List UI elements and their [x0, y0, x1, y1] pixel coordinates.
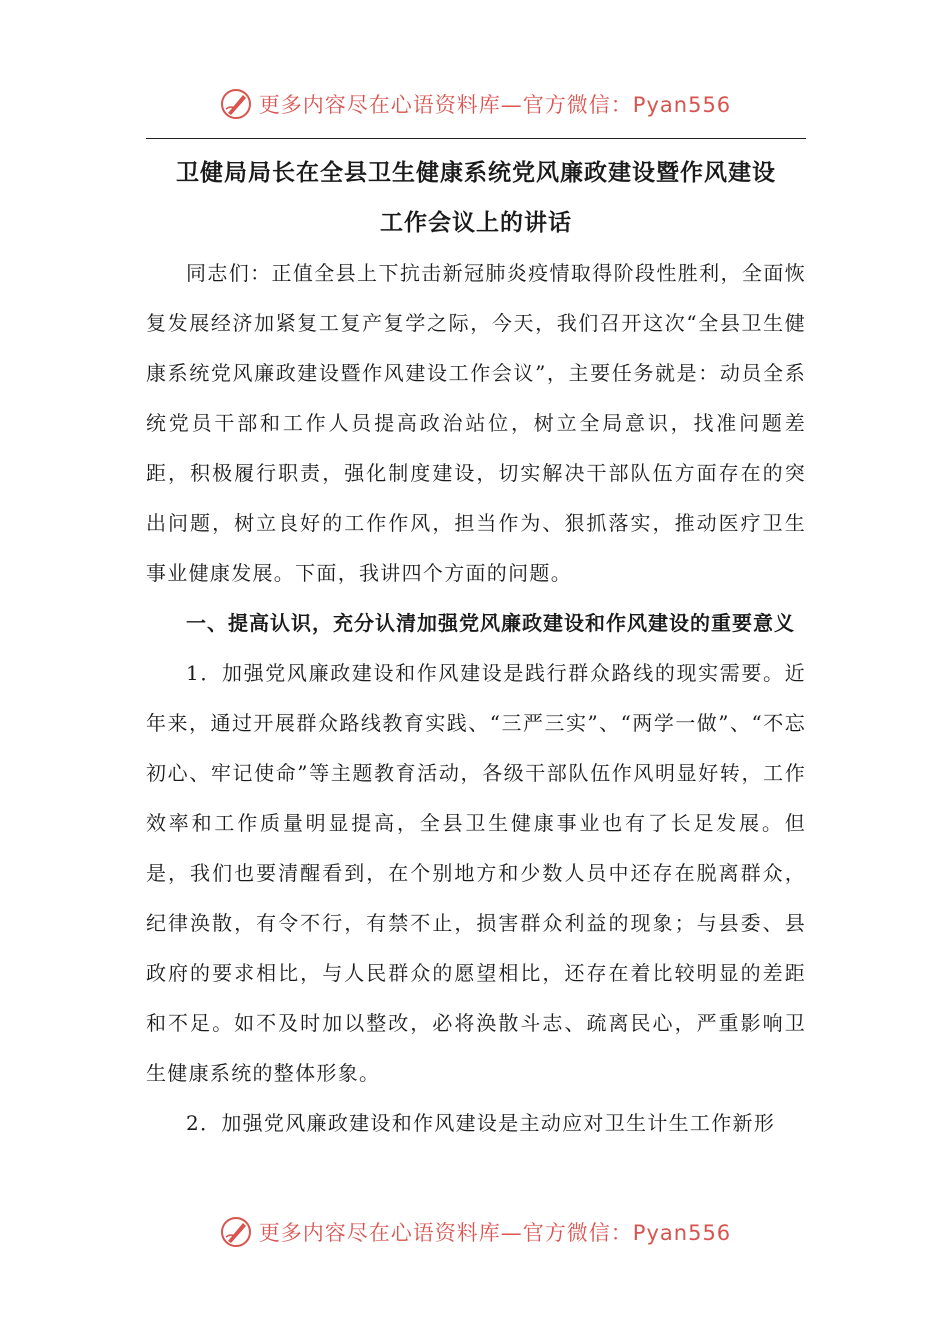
point-1-paragraph: 1．加强党风廉政建设和作风建设是践行群众路线的现实需要。近年来，通过开展群众路线教育实践、“三严三实”、“两学一做”、“不忘初心、牢记使命”等主题教育活动，各级干部队伍作风明显好转，工作效率和工作质量明显提高，全县卫生健康事业也有了长足发展。但是，我们也要清醒看到，在个别地方和少数人员中还存在脱离群众，纪律涣散，有令不行，有禁不止，损害群众利益的现象；与县委、县政府的要求相比，与人民群众的愿望相比，还存在着比较明显的差距和不足。如不及时加以整改，必将涣散斗志、疏离民心，严重影响卫生健康系统的整体形象。 [146, 661, 806, 1085]
pen-logo-icon [219, 87, 253, 121]
intro-paragraph: 同志们：正值全县上下抗击新冠肺炎疫情取得阶段性胜利，全面恢复发展经济加紧复工复产复学之际，今天，我们召开这次“全县卫生健康系统党风廉政建设暨作风建设工作会议”，主要任务就是：动员全系统党员干部和工作人员提高政治站位，树立全局意识，找准问题差距，积极履行职责，强化制度建设，切实解决干部队伍方面存在的突出问题，树立良好的工作作风，担当作为、狠抓落实，推动医疗卫生事业健康发展。下面，我讲四个方面的问题。 [146, 261, 806, 585]
document-title-line1: 卫健局局长在全县卫生健康系统党风廉政建设暨作风建设 [176, 160, 776, 186]
pen-logo-icon [219, 1215, 253, 1249]
footer-banner [0, 1210, 950, 1254]
section-heading: 一、提高认识，充分认清加强党风廉政建设和作风建设的重要意义 [186, 611, 795, 635]
document-body [146, 148, 806, 1148]
banner-text: 更多内容尽在心语资料库—官方微信：Pyan556 [258, 93, 732, 117]
header-banner [0, 82, 950, 126]
banner-text: 更多内容尽在心语资料库—官方微信：Pyan556 [258, 1221, 732, 1245]
point-2-paragraph: 2．加强党风廉政建设和作风建设是主动应对卫生计生工作新形 [186, 1111, 776, 1135]
header-divider [146, 138, 806, 139]
document-title-line2: 工作会议上的讲话 [380, 210, 572, 236]
